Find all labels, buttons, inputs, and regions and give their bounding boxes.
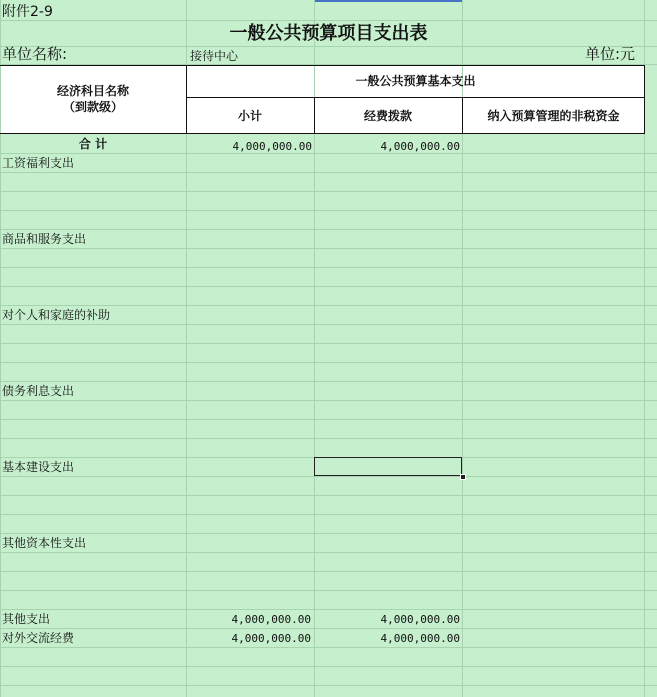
header-funding[interactable]: 经费拨款	[363, 109, 412, 123]
table-row[interactable]	[0, 552, 645, 571]
row-label[interactable]: 商品和服务支出	[2, 232, 87, 246]
table-row[interactable]	[0, 172, 645, 191]
header-border-top	[0, 65, 645, 66]
row-label[interactable]: 工资福利支出	[2, 156, 75, 170]
row-funding[interactable]: 4,000,000.00	[380, 613, 460, 626]
table-row[interactable]	[0, 229, 645, 248]
table-row[interactable]	[0, 343, 645, 362]
row-label[interactable]: 对个人和家庭的补助	[2, 308, 111, 322]
table-row[interactable]	[0, 191, 645, 210]
selected-cell[interactable]	[314, 457, 462, 476]
table-row[interactable]	[0, 305, 645, 324]
table-row[interactable]	[0, 286, 645, 305]
row-label[interactable]: 其他支出	[2, 612, 51, 626]
table-title[interactable]: 一般公共预算项目支出表	[229, 23, 428, 44]
header-nontax[interactable]: 纳入预算管理的非税资金	[487, 109, 620, 123]
table-row[interactable]	[0, 381, 645, 400]
table-row[interactable]	[0, 533, 645, 552]
table-row[interactable]	[0, 571, 645, 590]
table-row[interactable]	[0, 400, 645, 419]
gridline-horizontal	[0, 20, 657, 21]
table-row[interactable]	[0, 438, 645, 457]
row-label[interactable]: 债务利息支出	[2, 384, 75, 398]
gridline-horizontal	[0, 685, 657, 686]
unit-label[interactable]: 单位:元	[585, 45, 636, 63]
column-header-accent	[314, 0, 462, 2]
row-label[interactable]: 其他资本性支出	[2, 536, 87, 550]
header-basic-expenditure[interactable]: 一般公共预算基本支出	[355, 74, 476, 88]
table-row[interactable]	[0, 267, 645, 286]
table-row[interactable]	[0, 647, 645, 666]
total-subtotal[interactable]: 4,000,000.00	[232, 140, 312, 153]
gridline-horizontal	[0, 46, 657, 47]
total-label[interactable]: 合 计	[78, 137, 108, 151]
table-row[interactable]	[0, 476, 645, 495]
row-subtotal[interactable]: 4,000,000.00	[231, 613, 311, 626]
unit-name-value[interactable]: 接待中心	[190, 49, 239, 63]
table-row[interactable]	[0, 666, 645, 685]
table-row[interactable]	[0, 248, 645, 267]
row-label[interactable]: 基本建设支出	[2, 460, 75, 474]
row-subtotal[interactable]: 4,000,000.00	[231, 632, 311, 645]
fill-handle[interactable]	[460, 474, 466, 480]
table-row[interactable]	[0, 419, 645, 438]
unit-name-label[interactable]: 单位名称:	[2, 45, 68, 63]
table-row[interactable]	[0, 324, 645, 343]
header-account-name[interactable]: 经济科目名称	[56, 84, 129, 98]
table-row[interactable]	[0, 514, 645, 533]
header-border-bottom	[0, 133, 645, 134]
table-row[interactable]	[0, 210, 645, 229]
row-label[interactable]: 对外交流经费	[2, 631, 75, 645]
table-row[interactable]	[0, 590, 645, 609]
table-row[interactable]	[0, 609, 645, 628]
table-row[interactable]	[0, 153, 645, 172]
header-border-mid	[186, 97, 645, 98]
table-row[interactable]	[0, 628, 645, 647]
header-account-level[interactable]: （到款级）	[62, 100, 123, 114]
table-row[interactable]	[0, 495, 645, 514]
attachment-label[interactable]: 附件2-9	[2, 4, 53, 20]
row-funding[interactable]: 4,000,000.00	[380, 632, 460, 645]
header-subtotal[interactable]: 小计	[237, 109, 262, 123]
total-funding[interactable]: 4,000,000.00	[380, 140, 460, 153]
table-row[interactable]	[0, 362, 645, 381]
